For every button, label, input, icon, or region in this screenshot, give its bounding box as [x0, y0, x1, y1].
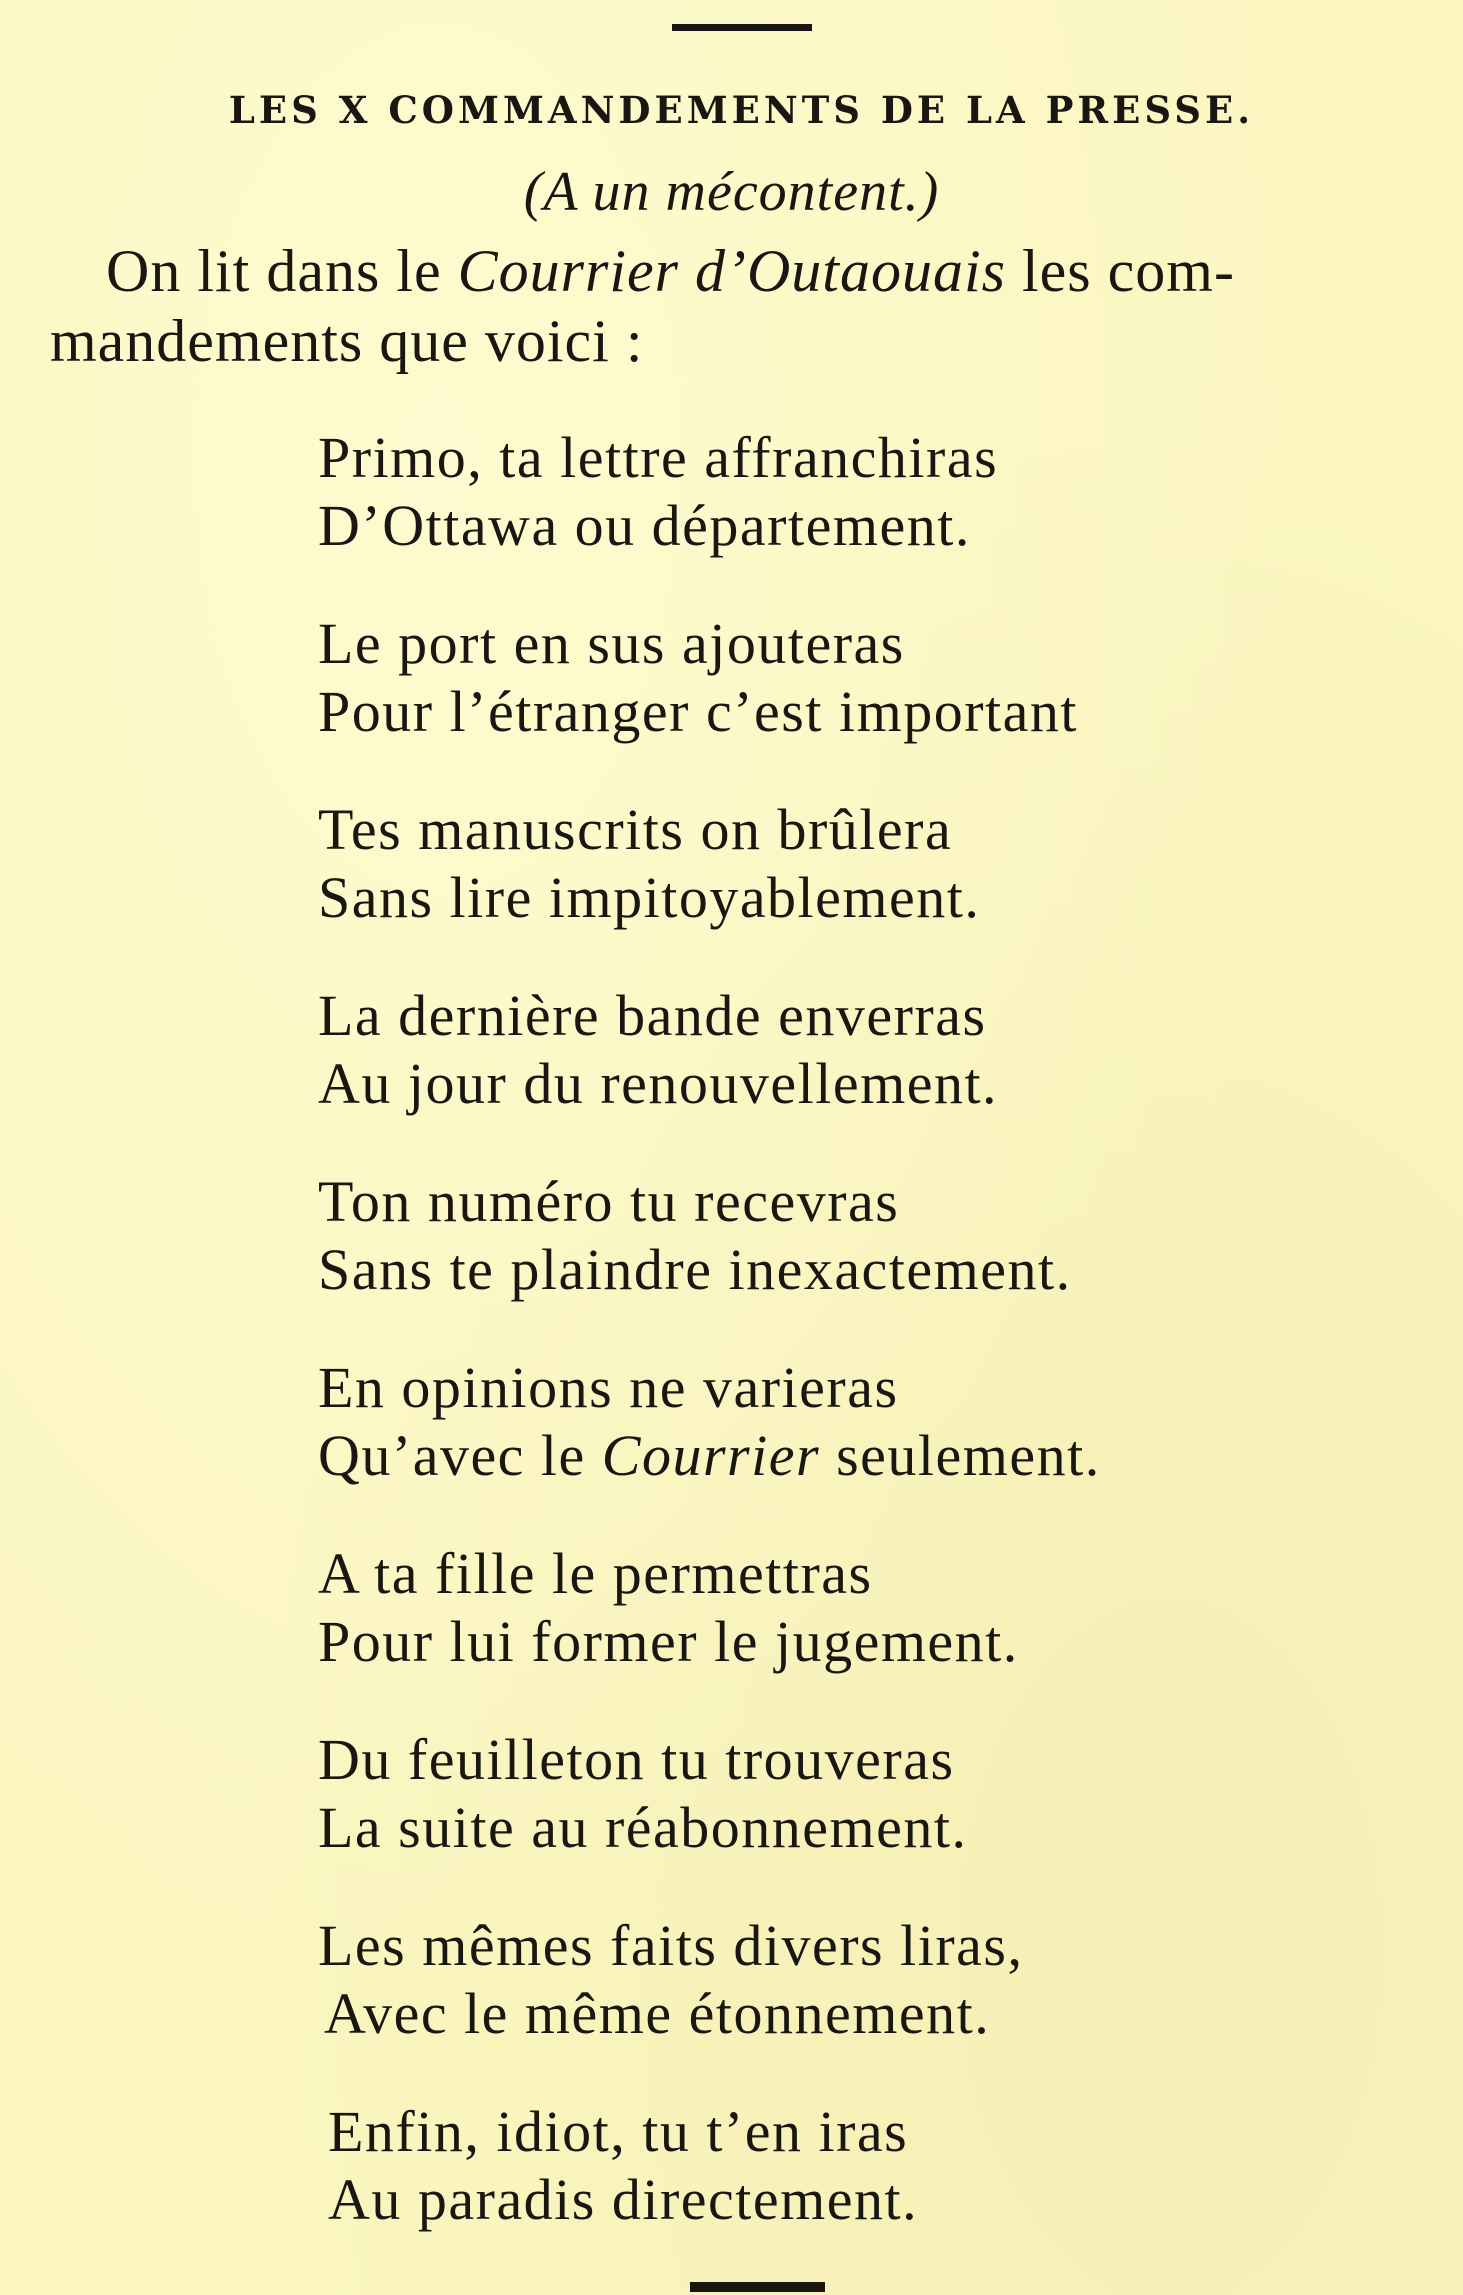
article-title: LES X COMMANDEMENTS DE LA PRESSE. [228, 88, 1255, 132]
verse-line: Au paradis directement. [328, 2167, 919, 2232]
verse-line: Tes manuscrits on brûlera [318, 797, 953, 862]
verse-line: Avec le même étonnement. [324, 1981, 991, 2046]
stanza-9 [318, 1912, 1418, 2048]
bottom-rule [690, 2282, 825, 2292]
verse-line: Les mêmes faits divers liras, [318, 1913, 1024, 1978]
verse-line: Pour lui former le jugement. [318, 1609, 1019, 1674]
verse-line: Enfin, idiot, tu t’en iras [328, 2099, 909, 2164]
verse-line: Ton numéro tu recevras [318, 1169, 900, 1234]
intro-text-after: les com- [1006, 238, 1235, 304]
stanza-6 [318, 1354, 1418, 1490]
stanza-3 [318, 796, 1418, 932]
intro-source-name: Courrier d’Outaouais [457, 238, 1006, 304]
verse-text: Qu’avec le [318, 1423, 602, 1488]
stanza-5 [318, 1168, 1418, 1304]
stanza-7 [318, 1540, 1418, 1676]
verse-line: D’Ottawa ou département. [318, 493, 971, 558]
verse-line: Le port en sus ajouteras [318, 611, 905, 676]
stanza-10 [318, 2098, 1418, 2234]
verse-line: Du feuilleton tu trouveras [318, 1727, 955, 1792]
newspaper-name: Courrier [601, 1423, 821, 1488]
verse-line: Au jour du renouvellement. [318, 1051, 999, 1116]
verse-line: Sans lire impitoyablement. [318, 865, 981, 930]
intro-text-before: On lit dans le [106, 238, 458, 304]
intro-line-1 [50, 236, 1440, 306]
poem [318, 424, 1418, 2284]
top-rule [672, 24, 812, 31]
verse-line: En opinions ne varieras [318, 1355, 899, 1420]
stanza-1 [318, 424, 1418, 560]
verse-line: Primo, ta lettre affranchiras [318, 425, 999, 490]
verse-line [318, 1422, 1418, 1490]
stanza-4 [318, 982, 1418, 1118]
verse-line: A ta fille le permettras [318, 1541, 873, 1606]
verse-line: La dernière bande enverras [318, 983, 987, 1048]
article-subtitle: (A un mécontent.) [523, 161, 940, 223]
verse-text: seulement. [820, 1423, 1101, 1488]
verse-line: La suite au réabonnement. [318, 1795, 968, 1860]
verse-line: Pour l’étranger c’est important [318, 679, 1078, 744]
stanza-2 [318, 610, 1418, 746]
stanza-8 [318, 1726, 1418, 1862]
intro-paragraph [50, 236, 1440, 376]
intro-line-2: mandements que voici : [50, 308, 644, 374]
verse-line: Sans te plaindre inexactement. [318, 1237, 1072, 1302]
